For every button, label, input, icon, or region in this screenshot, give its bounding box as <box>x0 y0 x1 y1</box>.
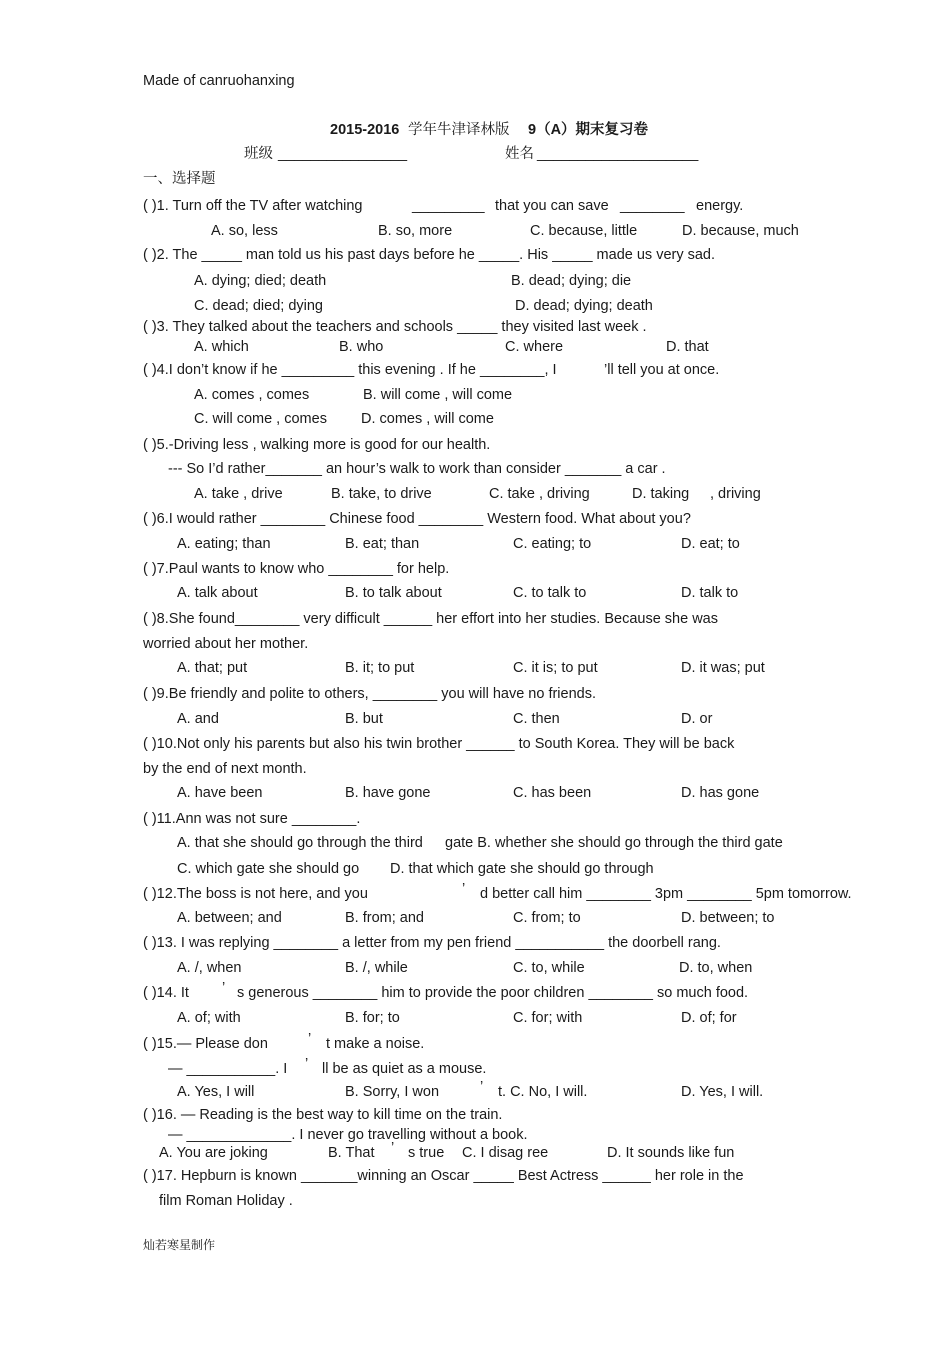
q11-option-d[interactable]: D. that which gate she should go through <box>390 861 654 877</box>
q8-option-b[interactable]: B. it; to put <box>345 660 415 676</box>
q8-option-a[interactable]: A. that; put <box>177 660 248 676</box>
q7-option-d[interactable]: D. talk to <box>681 585 739 601</box>
q15-stem-line2: — ___________. I <box>168 1061 288 1077</box>
q12-option-d[interactable]: D. between; to <box>681 910 775 926</box>
q15-stem: ( )15.— Please don <box>143 1036 268 1052</box>
q9-stem: ( )9.Be friendly and polite to others, ________ you will have no friends. <box>143 686 596 702</box>
q4-stem: ’ll tell you at once. <box>604 362 720 378</box>
q8-option-d[interactable]: D. it was; put <box>681 660 765 676</box>
q8-stem-line2: worried about her mother. <box>143 636 309 652</box>
q1-stem: ( )1. Turn off the TV after watching <box>143 198 363 214</box>
q15-stem: t make a noise. <box>326 1036 425 1052</box>
q16-option-c[interactable]: C. I disag ree <box>462 1145 549 1161</box>
q1-option-d[interactable]: D. because, much <box>682 223 799 239</box>
q11-option-a[interactable]: A. that she should go through the third <box>177 835 423 851</box>
q10-option-c[interactable]: C. has been <box>513 785 592 801</box>
q2-option-a[interactable]: A. dying; died; death <box>194 273 327 289</box>
q5-option-d[interactable]: D. taking <box>632 486 690 502</box>
q8-stem: ( )8.She found________ very difficult ______ her effort into her studies. Because she was <box>143 611 719 627</box>
q1-blank: ________ <box>620 198 685 214</box>
q1-blank: _________ <box>412 198 485 214</box>
q13-option-c[interactable]: C. to, while <box>513 960 585 976</box>
q11-option-c[interactable]: C. which gate she should go <box>177 861 360 877</box>
q14-option-d[interactable]: D. of; for <box>681 1010 737 1026</box>
q9-option-d[interactable]: D. or <box>681 711 713 727</box>
q11-stem: ( )11.Ann was not sure ________. <box>143 811 361 827</box>
q7-option-a[interactable]: A. talk about <box>177 585 258 601</box>
q16-option-b[interactable]: B. That <box>328 1145 375 1161</box>
q5-stem-line2: --- So I’d rather_______ an hour’s walk to work than consider _______ a car . <box>168 461 666 477</box>
title-grade: 9（A）期末复习卷 <box>528 122 649 138</box>
q7-option-c[interactable]: C. to talk to <box>513 585 587 601</box>
q4-stem: ( )4.I don’t know if he _________ this evening . If he ________, I <box>143 362 557 378</box>
made-of-note: Made of canruohanxing <box>143 73 295 89</box>
q15-apostrophe: ’ <box>308 1031 312 1047</box>
q15-option-c[interactable]: t. C. No, I will. <box>498 1084 588 1100</box>
q15-option-b[interactable]: B. Sorry, I won <box>345 1084 440 1100</box>
q3-option-d[interactable]: D. that <box>666 339 709 355</box>
q6-option-c[interactable]: C. eating; to <box>513 536 592 552</box>
q17-stem: ( )17. Hepburn is known _______winning an Oscar _____ Best Actress ______ her role in the <box>143 1168 744 1184</box>
q1-option-b[interactable]: B. so, more <box>378 223 453 239</box>
title-main: 学年牛津译林版 <box>408 122 510 138</box>
q10-stem-line2: by the end of next month. <box>143 761 307 777</box>
q14-apostrophe: ’ <box>222 980 226 996</box>
q13-stem: ( )13. I was replying ________ a letter from my pen friend ___________ the doorbell rang. <box>143 935 721 951</box>
q10-option-b[interactable]: B. have gone <box>345 785 431 801</box>
q5-option-d[interactable]: , driving <box>710 486 761 502</box>
q12-apostrophe: ’ <box>462 881 466 897</box>
q16-stem-line2: — _____________. I never go travelling without a book. <box>168 1127 528 1143</box>
q8-option-c[interactable]: C. it is; to put <box>513 660 598 676</box>
title-year: 2015-2016 <box>330 122 400 138</box>
q5-option-c[interactable]: C. take , driving <box>489 486 590 502</box>
q3-option-a[interactable]: A. which <box>194 339 249 355</box>
q11-option-b[interactable]: gate B. whether she should go through the third gate <box>445 835 783 851</box>
q15-option-d[interactable]: D. Yes, I will. <box>681 1084 764 1100</box>
q9-option-c[interactable]: C. then <box>513 711 560 727</box>
q4-option-c[interactable]: C. will come , comes <box>194 411 327 427</box>
q2-option-b[interactable]: B. dead; dying; die <box>511 273 632 289</box>
q9-option-b[interactable]: B. but <box>345 711 383 727</box>
q5-stem: ( )5.-Driving less , walking more is good for our health. <box>143 437 491 453</box>
name-field[interactable]: ____________________ <box>537 146 699 162</box>
q13-option-b[interactable]: B. /, while <box>345 960 408 976</box>
q1-option-a[interactable]: A. so, less <box>211 223 278 239</box>
q5-option-b[interactable]: B. take, to drive <box>331 486 432 502</box>
q15-apostrophe: ’ <box>480 1079 484 1095</box>
q16-option-d[interactable]: D. It sounds like fun <box>607 1145 735 1161</box>
q12-option-a[interactable]: A. between; and <box>177 910 282 926</box>
q3-stem: ( )3. They talked about the teachers and schools _____ they visited last week . <box>143 319 647 335</box>
q1-stem: that you can save <box>495 198 609 214</box>
class-label: 班级 <box>244 146 273 162</box>
q15-option-a[interactable]: A. Yes, I will <box>177 1084 255 1100</box>
q16-option-a[interactable]: A. You are joking <box>159 1145 268 1161</box>
q15-apostrophe: ’ <box>305 1056 309 1072</box>
q12-stem: d better call him ________ 3pm ________ 5pm tomorrow. <box>480 886 852 902</box>
q3-option-c[interactable]: C. where <box>505 339 564 355</box>
footer-credit: 灿若寒星制作 <box>143 1238 216 1252</box>
q16-stem: ( )16. — Reading is the best way to kill time on the train. <box>143 1107 503 1123</box>
q1-stem: energy. <box>696 198 744 214</box>
q13-option-d[interactable]: D. to, when <box>679 960 753 976</box>
q14-option-a[interactable]: A. of; with <box>177 1010 241 1026</box>
q13-option-a[interactable]: A. /, when <box>177 960 242 976</box>
q14-stem: s generous ________ him to provide the poor children ________ so much food. <box>237 985 749 1001</box>
q9-option-a[interactable]: A. and <box>177 711 219 727</box>
q6-option-a[interactable]: A. eating; than <box>177 536 271 552</box>
q12-option-b[interactable]: B. from; and <box>345 910 424 926</box>
name-label: 姓名 <box>505 146 534 162</box>
q6-option-b[interactable]: B. eat; than <box>345 536 420 552</box>
q6-option-d[interactable]: D. eat; to <box>681 536 740 552</box>
q1-option-c[interactable]: C. because, little <box>530 223 638 239</box>
q14-option-c[interactable]: C. for; with <box>513 1010 583 1026</box>
q16-apostrophe: ’ <box>391 1140 395 1156</box>
q6-stem: ( )6.I would rather ________ Chinese food ________ Western food. What about you? <box>143 511 691 527</box>
q2-option-d[interactable]: D. dead; dying; death <box>515 298 653 314</box>
q2-stem: ( )2. The _____ man told us his past days before he _____. His _____ made us very sad. <box>143 247 716 263</box>
q12-stem: ( )12.The boss is not here, and you <box>143 886 368 902</box>
class-field[interactable]: ________________ <box>278 146 408 162</box>
q16-option-b[interactable]: s true <box>408 1145 445 1161</box>
q10-option-a[interactable]: A. have been <box>177 785 263 801</box>
q10-stem: ( )10.Not only his parents but also his twin brother ______ to South Korea. They will be back <box>143 736 735 752</box>
q17-stem-line2: film Roman Holiday . <box>159 1193 293 1209</box>
q15-stem-line2: ll be as quiet as a mouse. <box>322 1061 487 1077</box>
q3-option-b[interactable]: B. who <box>339 339 384 355</box>
q5-option-a[interactable]: A. take , drive <box>194 486 283 502</box>
q7-option-b[interactable]: B. to talk about <box>345 585 442 601</box>
section-heading: 一、选择题 <box>143 171 216 187</box>
q4-option-d[interactable]: D. comes , will come <box>361 411 494 427</box>
q14-stem: ( )14. It <box>143 985 189 1001</box>
q10-option-d[interactable]: D. has gone <box>681 785 760 801</box>
q4-option-a[interactable]: A. comes , comes <box>194 387 310 403</box>
q2-option-c[interactable]: C. dead; died; dying <box>194 298 323 314</box>
q14-option-b[interactable]: B. for; to <box>345 1010 400 1026</box>
q12-option-c[interactable]: C. from; to <box>513 910 581 926</box>
q7-stem: ( )7.Paul wants to know who ________ for help. <box>143 561 450 577</box>
q4-option-b[interactable]: B. will come , will come <box>363 387 513 403</box>
